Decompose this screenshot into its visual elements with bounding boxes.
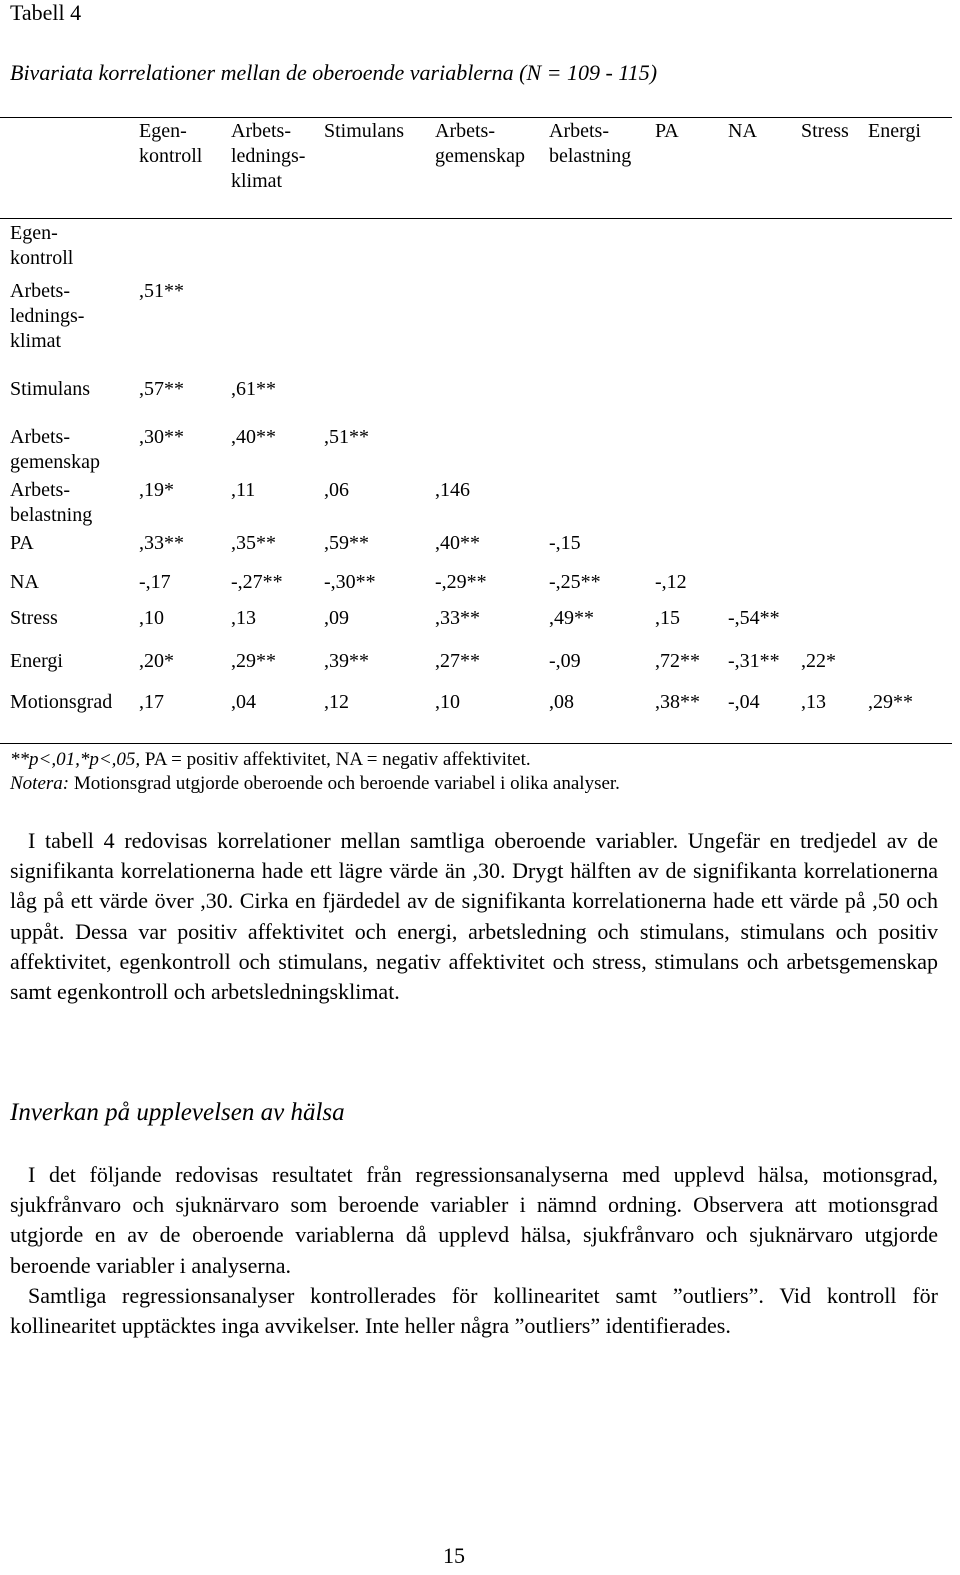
table-cell: -,29** <box>435 571 487 593</box>
paragraph-2: I det följande redovisas resultatet från regressionsanalyserna med upplevd hälsa, motionsgrad, sjukfrånvaro och sjuknärvaro som beroende variabler i nämnd ordning. Observera att motionsgrad utgjorde en av de oberoende variablerna då upplevd hälsa, sjukfrånvaro och sjuknärvaro utgjorde beroende variabler i analyserna. <box>10 1162 938 1278</box>
table-cell: ,13 <box>231 607 256 629</box>
significance-levels: **p<,01,*p<,05, <box>10 749 141 770</box>
table-cell: ,13 <box>801 691 826 713</box>
section-heading: Inverkan på upplevelsen av hälsa <box>10 1099 345 1126</box>
page-number: 15 <box>443 1543 465 1568</box>
table-cell: ,10 <box>139 607 164 629</box>
table-cell: ,40** <box>435 532 480 554</box>
table-top-rule <box>0 117 952 118</box>
table-cell: ,04 <box>231 691 256 713</box>
table-cell: -,25** <box>549 571 601 593</box>
column-header: Energi <box>868 120 921 142</box>
table-cell: ,51** <box>324 426 369 448</box>
table-cell: -,04 <box>728 691 760 713</box>
row-label: Stress <box>10 607 58 629</box>
column-header: PA <box>655 120 679 142</box>
row-label: Motionsgrad <box>10 691 113 713</box>
table-cell: ,59** <box>324 532 369 554</box>
paragraph-1: I tabell 4 redovisas korrelationer mellan samtliga oberoende variabler. Ungefär en tredjedel av de signifikanta korrelationerna hade ett lägre värde än ,30. Drygt hälften av de signifikanta korrelationerna låg på ett värde över ,30. Cirka en fjärdedel av de signifikanta korrelationerna hade ett värde på ,50 och uppåt. Dessa var positiv affektivitet och energi, arbetsledning och stimulans, stimulans och positiv affektivitet, egenkontroll och stimulans, negativ affektivitet och stress, stimulans och arbetsgemenskap samt egenkontroll och arbetsledningsklimat. <box>10 828 938 1005</box>
table-cell: -,54** <box>728 607 780 629</box>
column-header: Arbets- gemenskap <box>435 120 525 167</box>
table-cell: ,27** <box>435 650 480 672</box>
table-note-significance <box>10 748 531 772</box>
column-header: Arbets- belastning <box>549 120 632 167</box>
table-cell: -,30** <box>324 571 376 593</box>
row-label: Stimulans <box>10 378 91 400</box>
table-cell: -,12 <box>655 571 687 593</box>
table-cell: ,29** <box>868 691 913 713</box>
table-cell: -,17 <box>139 571 171 593</box>
row-label: PA <box>10 532 34 554</box>
paragraph-3: Samtliga regressionsanalyser kontrollerades för kollinearitet samt ”outliers”. Vid kontroll för kollinearitet upptäcktes inga avvikelser. Inte heller några ”outliers” identifierades. <box>10 1283 938 1339</box>
row-label: Egen- kontroll <box>10 222 74 269</box>
row-label: Arbets- gemenskap <box>10 426 100 473</box>
table-cell: ,72** <box>655 650 700 672</box>
column-header: Egen- kontroll <box>139 120 203 167</box>
table-cell: ,08 <box>549 691 574 713</box>
table-note <box>10 772 620 796</box>
row-label: NA <box>10 571 39 593</box>
table-cell: ,11 <box>231 479 256 501</box>
table-cell: ,33** <box>435 607 480 629</box>
table-cell: ,38** <box>655 691 700 713</box>
note-text: Motionsgrad utgjorde oberoende och beroende variabel i olika analyser. <box>69 773 620 794</box>
table-cell: ,49** <box>549 607 594 629</box>
column-header: NA <box>728 120 757 142</box>
table-cell: ,35** <box>231 532 276 554</box>
column-header: Arbets- lednings- klimat <box>231 120 306 192</box>
table-label: Tabell 4 <box>10 0 82 25</box>
row-label: Arbets- lednings- klimat <box>10 280 85 352</box>
table-cell: ,15 <box>655 607 680 629</box>
table-bottom-rule <box>0 743 952 744</box>
abbreviation-note: PA = positiv affektivitet, NA = negativ affektivitet. <box>140 749 531 770</box>
table-cell: ,30** <box>139 426 184 448</box>
table-cell: ,57** <box>139 378 184 400</box>
table-cell: ,146 <box>435 479 470 501</box>
table-cell: ,19* <box>139 479 174 501</box>
table-cell: ,40** <box>231 426 276 448</box>
column-header: Stimulans <box>324 120 405 142</box>
table-cell: -,15 <box>549 532 581 554</box>
table-cell: ,12 <box>324 691 349 713</box>
table-caption: Bivariata korrelationer mellan de oberoende variablerna (N = 109 - 115) <box>10 60 658 85</box>
table-cell: ,39** <box>324 650 369 672</box>
table-header-rule <box>0 218 952 219</box>
table-cell: ,33** <box>139 532 184 554</box>
table-cell: -,27** <box>231 571 283 593</box>
table-cell: ,61** <box>231 378 276 400</box>
table-cell: ,17 <box>139 691 164 713</box>
table-cell: -,09 <box>549 650 581 672</box>
row-label: Arbets- belastning <box>10 479 93 526</box>
table-cell: ,06 <box>324 479 349 501</box>
table-cell: -,31** <box>728 650 780 672</box>
table-cell: ,10 <box>435 691 460 713</box>
column-header: Stress <box>801 120 849 142</box>
table-cell: ,20* <box>139 650 174 672</box>
table-cell: ,29** <box>231 650 276 672</box>
table-cell: ,51** <box>139 280 184 302</box>
note-label: Notera: <box>10 773 70 794</box>
row-label: Energi <box>10 650 63 672</box>
table-cell: ,09 <box>324 607 349 629</box>
table-cell: ,22* <box>801 650 836 672</box>
